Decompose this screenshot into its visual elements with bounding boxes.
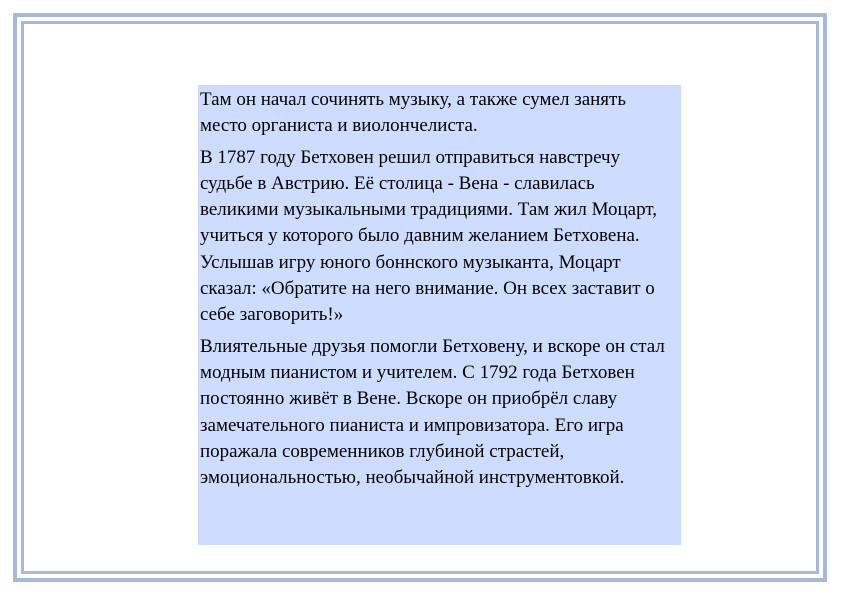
paragraph-3: Влиятельные друзья помогли Бетховену, и вскоре он стал модным пианистом и учителем. С 1792 года Бетховен постоянно живёт в Вене. Вскоре он приобрёл славу замечательного пианиста и импровизатора. Его игра поражала современников глубиной страстей, эмоциональностью, необычайной инструментовкой. [200, 335, 665, 489]
text-block [198, 85, 681, 545]
paragraph-1: Там он начал сочинять музыку, а также сумел занять место органиста и виолончелиста. [200, 89, 627, 137]
paragraph-2: В 1787 году Бетховен решил отправиться навстречу судьбе в Австрию. Её столица - Вена - славилась великими музыкальными традициями. Там жил Моцарт, учиться у которого было давним желанием Бетховена. Услышав игру юного боннского музыканта, Моцарт сказал: «Обратите на него внимание. Он всех заставит о себе заговорить!» [200, 146, 657, 326]
